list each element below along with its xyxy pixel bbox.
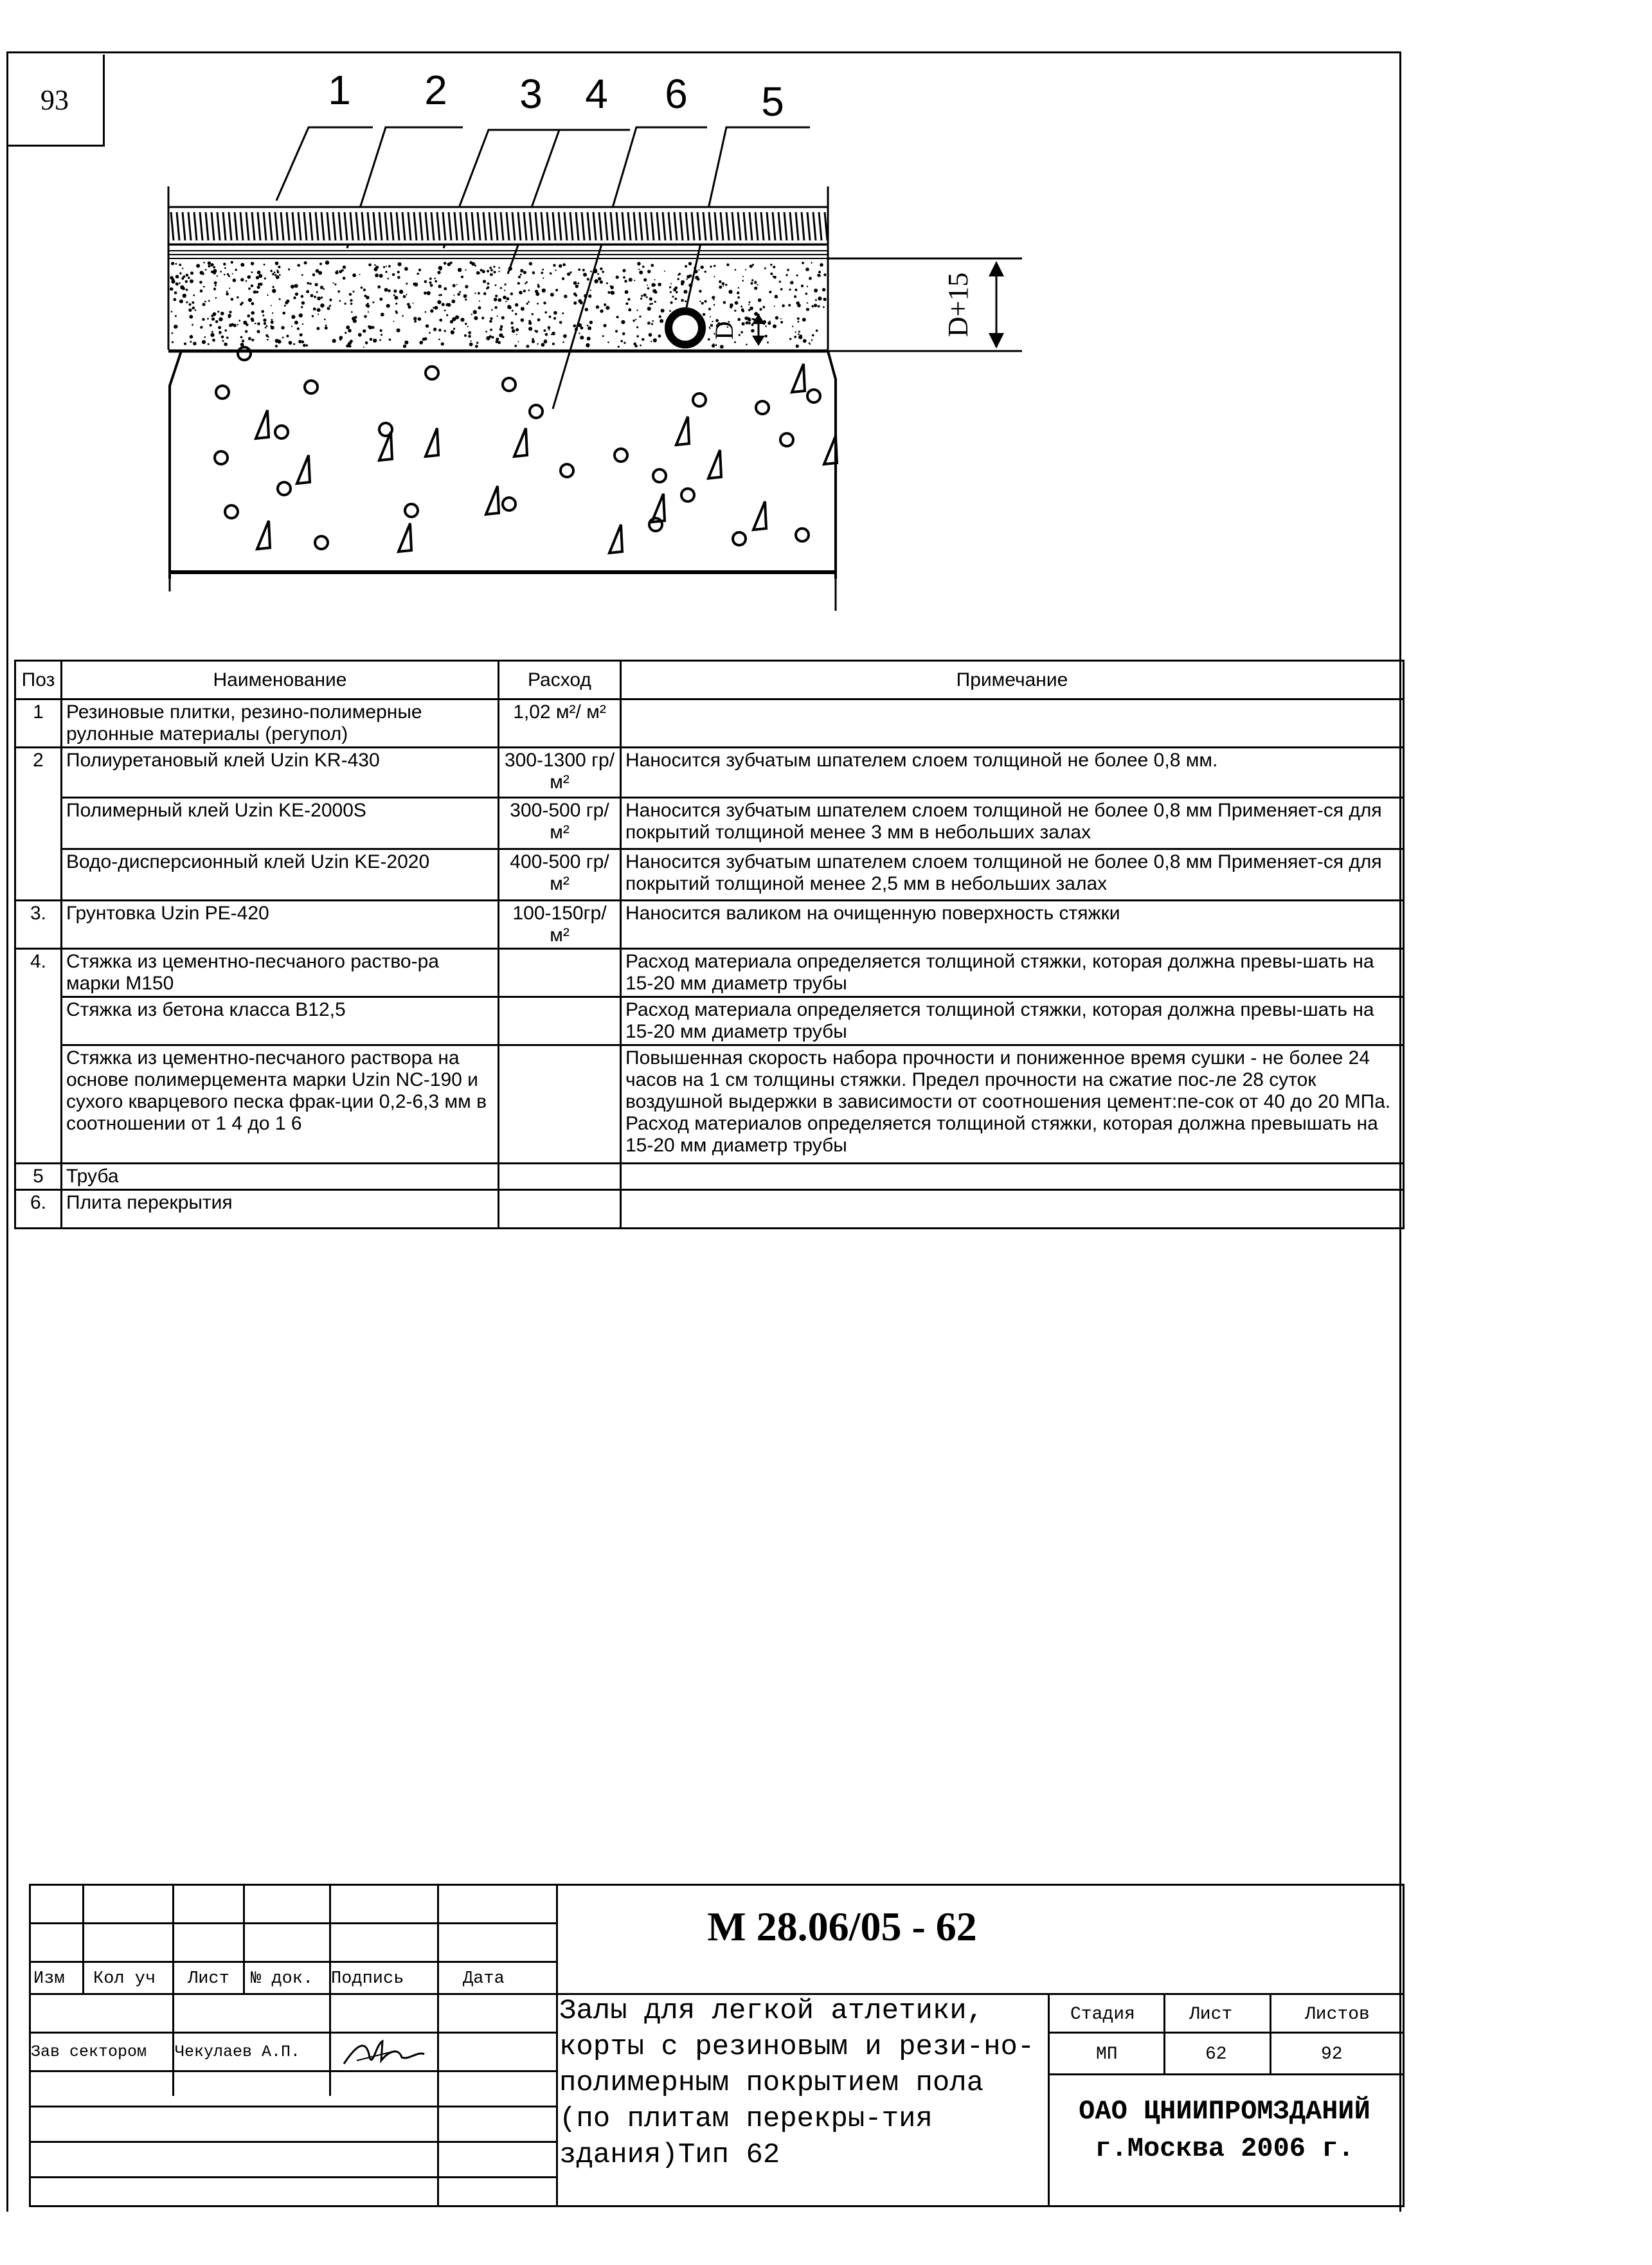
col-name: Наименование [62,661,499,699]
table-row: 6. Плита перекрытия [15,1190,1404,1229]
callout-6: 6 [665,71,688,117]
col-note: Примечание [621,661,1404,699]
sheet-label: Лист [1189,2005,1233,2025]
pipe-section [669,311,702,345]
table-row: 3. Грунтовка Uzin PE-420 100-150гр/м² Наносится валиком на очищенную поверхность стяжки [15,901,1404,949]
tb-header-izm: Изм [33,1969,65,1989]
col-pos: Поз [15,661,62,699]
document-code: М 28.06/05 - 62 [707,1904,977,1949]
sheets-value: 92 [1321,2044,1343,2064]
stage-value: МП [1096,2044,1118,2064]
organization [1048,2093,1401,2167]
table-row: Водо-дисперсионный клей Uzin KE-2020 400-500 гр/м² Наносится зубчатым шпателем слоем толщиной не более 0,8 мм Применяет-ся для покрытий толщиной менее 2,5 мм в небольших залах [15,849,1404,901]
org-city-year: г.Москва 2006 г. [1095,2133,1354,2164]
dim-pipe-label: D [710,321,739,340]
tb-header-kolvo: Кол уч [93,1969,156,1989]
tb-role: Зав сектором [31,2043,147,2061]
document-title: Залы для легкой атлетики, корты с резиновым и рези-но-полимерным покрытием пола (по плитам перекры-тия здания)Тип 62 [559,1995,1035,2171]
table-row: Полимерный клей Uzin KE-2000S 300-500 гр/м² Наносится зубчатым шпателем слоем толщиной не более 0,8 мм Применяет-ся для покрытий толщиной менее 3 мм в небольших залах [15,798,1404,849]
org-name: ОАО ЦНИИПРОМЗДАНИЙ [1079,2096,1370,2127]
spec-table [14,660,1405,1229]
tb-header-sign: Подпись [331,1969,404,1989]
col-rate: Расход [499,661,621,699]
tb-header-date: Дата [463,1969,505,1989]
table-row: Стяжка из бетона класса В12,5 Расход материала определяется толщиной стяжки, которая должна превы-шать на 15-20 мм диаметр трубы [15,997,1404,1045]
signature [337,2032,427,2073]
stage-label: Стадия [1070,2005,1135,2025]
table-row: Стяжка из цементно-песчаного раствора на основе полимерцемента марки Uzin NC-190 и сухого кварцевого песка фрак-ции 0,2-6,3 мм в соотношении от 1 4 до 1 6 Повышенная скорость набора прочности и пониженное время сушки - не более 24 часов на 1 см толщины стяжки. Предел прочности на сжатие пос-ле 28 суток воздушной выдержки в зависимости от соотношения цемент:пе-сок от 40 до 20 МПа. Расход материалов определяется толщиной стяжки, которая должна превышать на 15-20 мм диаметр трубы [15,1045,1404,1164]
table-row: 5 Труба [15,1164,1404,1190]
tb-header-list: Лист [188,1969,229,1989]
callout-1: 1 [328,67,351,113]
callout-5: 5 [761,78,784,125]
sheets-label: Листов [1305,2005,1370,2025]
table-row: 4. Стяжка из цементно-песчаного раство-ра марки М150 Расход материала определяется толщиной стяжки, которая должна превы-шать на 15-20 мм диаметр трубы [15,949,1404,997]
callout-2: 2 [424,67,447,113]
callout-3: 3 [519,71,543,117]
callout-4: 4 [585,71,608,117]
dim-screed-label: D+15 [942,272,974,338]
table-row: 1 Резиновые плитки, резино-полимерные рулонные материалы (регупол) 1,02 м²/ м² [15,699,1404,748]
sheet-value: 62 [1205,2044,1227,2064]
tb-person: Чекулаев А.П. [175,2043,301,2061]
tb-header-doc: № док. [251,1969,314,1989]
table-row: 2 Полиуретановый клей Uzin KR-430 300-1300 гр/м² Наносится зубчатым шпателем слоем толщиной не более 0,8 мм. [15,748,1404,798]
page-number: 93 [6,55,105,147]
floor-section-drawing [116,58,1080,617]
